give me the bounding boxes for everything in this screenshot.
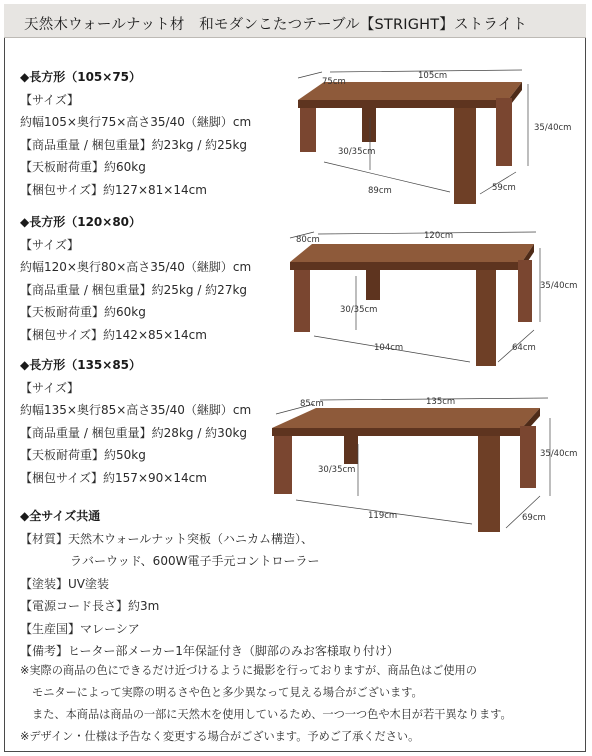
cord-spec: 【電源コード長さ】約3m	[20, 599, 160, 613]
package-spec: 【梱包サイズ】約157×90×14cm	[20, 470, 207, 485]
dim-depth-top: 80cm	[296, 235, 320, 245]
notes	[20, 660, 585, 748]
size-value: 約幅120×奥行80×高さ35/40（継脚）cm	[20, 260, 252, 274]
common-specs	[20, 505, 580, 663]
note-line: モニターによって実際の明るさや色と多少異なって見える場合がございます。	[32, 686, 423, 699]
package-spec: 【梱包サイズ】約142×85×14cm	[20, 327, 207, 342]
weight-spec: 【商品重量 / 梱包重量】約23kg / 約25kg	[20, 137, 248, 152]
dim-height-inner: 30/35cm	[340, 305, 378, 315]
tabletop-edge	[272, 428, 522, 436]
section-heading: ◆長方形（105×75）	[20, 70, 142, 84]
table-leg	[496, 98, 512, 166]
table-leg	[518, 260, 532, 322]
dim-height: 35/40cm	[540, 281, 578, 291]
size-value: 約幅135×奥行85×高さ35/40（継脚）cm	[20, 403, 252, 417]
dim-width-top: 105cm	[418, 71, 448, 81]
load-spec: 【天板耐荷重】約60kg	[20, 160, 146, 174]
size-label: 【サイズ】	[20, 237, 80, 252]
table-leg	[294, 270, 310, 332]
dim-leg-depth: 64cm	[512, 343, 536, 353]
section-heading: ◆長方形（135×85）	[20, 358, 142, 372]
size-label: 【サイズ】	[20, 380, 80, 395]
material-spec-continued: ラバーウッド、600W電子手元コントローラー	[70, 554, 320, 568]
note-line: ※実際の商品の色にできるだけ近づけるように撮影を行っておりますが、商品色はご使用の	[20, 664, 477, 677]
table-diagram-105x75	[284, 62, 584, 212]
note-line: ※デザイン・仕様は予告なく変更する場合がございます。予めご了承ください。	[20, 730, 420, 743]
spec-section-120x80	[20, 211, 290, 346]
dim-width-top: 135cm	[426, 397, 456, 407]
table-leg	[344, 436, 358, 464]
note-line: また、本商品は商品の一部に天然木を使用しているため、一つ一つ色や木目が若干異なります。	[32, 708, 512, 721]
finish-spec: 【塗装】UV塗装	[20, 576, 109, 591]
dim-depth-top: 75cm	[322, 77, 346, 87]
package-spec: 【梱包サイズ】約127×81×14cm	[20, 182, 207, 197]
dim-line	[298, 72, 322, 78]
header-bar	[4, 4, 586, 38]
origin-spec: 【生産国】マレーシア	[20, 621, 140, 636]
spec-section-105x75	[20, 66, 290, 201]
table-leg	[454, 108, 476, 204]
remarks-spec: 【備考】ヒーター部メーカー1年保証付き（脚部のみお客様取り付け）	[20, 644, 399, 658]
dim-height: 35/40cm	[540, 449, 578, 459]
size-value: 約幅105×奥行75×高さ35/40（継脚）cm	[20, 115, 252, 129]
table-diagram-120x80	[284, 226, 584, 376]
dim-leg-depth: 69cm	[522, 513, 546, 523]
tabletop-edge	[290, 262, 522, 270]
tabletop-surface	[272, 408, 540, 428]
spec-section-135x85	[20, 354, 290, 489]
page-title: 天然木ウォールナット材 和モダンこたつテーブル【STRIGHT】ストライト	[24, 17, 528, 33]
section-heading: ◆長方形（120×80）	[20, 215, 142, 229]
load-spec: 【天板耐荷重】約60kg	[20, 305, 146, 319]
dim-leg-depth: 59cm	[492, 183, 516, 193]
table-leg	[520, 426, 536, 488]
dim-width-top: 120cm	[424, 231, 454, 241]
dim-height-inner: 30/35cm	[318, 465, 356, 475]
table-leg	[476, 270, 496, 366]
load-spec: 【天板耐荷重】約50kg	[20, 448, 146, 462]
weight-spec: 【商品重量 / 梱包重量】約25kg / 約27kg	[20, 282, 248, 297]
tabletop-surface	[290, 244, 534, 262]
material-spec: 【材質】天然木ウォールナット突板（ハニカム構造）、	[20, 531, 314, 546]
common-heading: ◆全サイズ共通	[20, 509, 101, 523]
dim-leg-width: 104cm	[374, 343, 404, 353]
dim-height: 35/40cm	[534, 123, 572, 133]
table-leg	[362, 108, 376, 142]
dim-leg-width: 119cm	[368, 511, 398, 521]
tabletop-edge	[298, 100, 508, 108]
dim-height-inner: 30/35cm	[338, 147, 376, 157]
dim-depth-top: 85cm	[300, 399, 324, 409]
table-leg	[300, 108, 316, 152]
dim-leg-width: 89cm	[368, 186, 392, 196]
table-leg	[274, 436, 292, 494]
table-leg	[366, 270, 380, 300]
weight-spec: 【商品重量 / 梱包重量】約28kg / 約30kg	[20, 425, 248, 440]
size-label: 【サイズ】	[20, 92, 80, 107]
